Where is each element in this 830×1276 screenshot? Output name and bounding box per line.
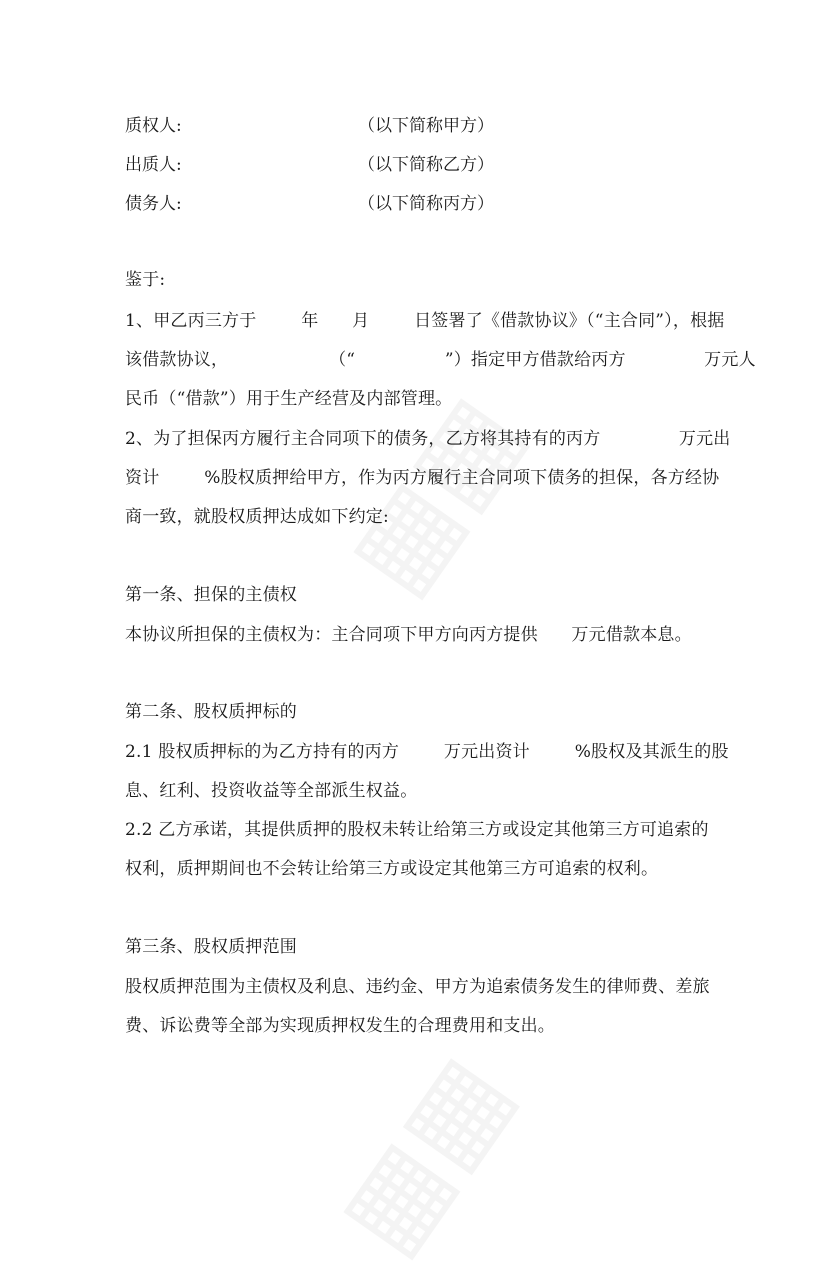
party-alias-pledgee: （以下简称甲方）	[358, 116, 494, 136]
party-alias-pledgor: （以下简称乙方）	[358, 155, 494, 175]
party-role-debtor: 债务人:	[125, 194, 182, 214]
article1-title: 第一条、担保的主债权	[125, 585, 297, 605]
whereas-line: 该借款协议， （“ ”）指定甲方借款给丙方 万元人	[125, 350, 756, 370]
article2-line: 2.2 乙方承诺，其提供质押的股权未转让给第三方或设定其他第三方可追索的	[125, 820, 709, 840]
whereas-line: 资计 %股权质押给甲方，作为丙方履行主合同项下债务的担保，各方经协	[125, 468, 720, 488]
whereas-line: 民币（“借款”）用于生产经营及内部管理。	[125, 389, 453, 409]
party-alias-debtor: （以下简称丙方）	[358, 194, 494, 214]
whereas-title: 鉴于:	[125, 270, 166, 290]
article3-line: 股权质押范围为主债权及利息、违约金、甲方为追索债务发生的律师费、差旅	[125, 977, 710, 997]
whereas-line: 2、为了担保丙方履行主合同项下的债务，乙方将其持有的丙方 万元出	[125, 429, 731, 449]
whereas-line: 商一致，就股权质押达成如下约定:	[125, 507, 389, 527]
article2-line: 息、红利、投资收益等全部派生权益。	[125, 781, 418, 801]
watermark-mark	[312, 1032, 536, 1276]
article3-line: 费、诉讼费等全部为实现质押权发生的合理费用和支出。	[125, 1016, 555, 1036]
article2-line: 权利，质押期间也不会转让给第三方或设定其他第三方可追索的权利。	[125, 859, 659, 879]
party-role-pledgee: 质权人:	[125, 116, 182, 136]
party-role-pledgor: 出质人:	[125, 155, 182, 175]
article2-title: 第二条、股权质押标的	[125, 702, 297, 722]
article1-line: 本协议所担保的主债权为：主合同项下甲方向丙方提供 万元借款本息。	[125, 625, 692, 645]
article3-title: 第三条、股权质押范围	[125, 937, 297, 957]
whereas-line: 1、甲乙丙三方于 年 月 日签署了《借款协议》（“主合同”），根据	[125, 311, 725, 331]
article2-line: 2.1 股权质押标的为乙方持有的丙方 万元出资计 %股权及其派生的股	[125, 742, 729, 762]
